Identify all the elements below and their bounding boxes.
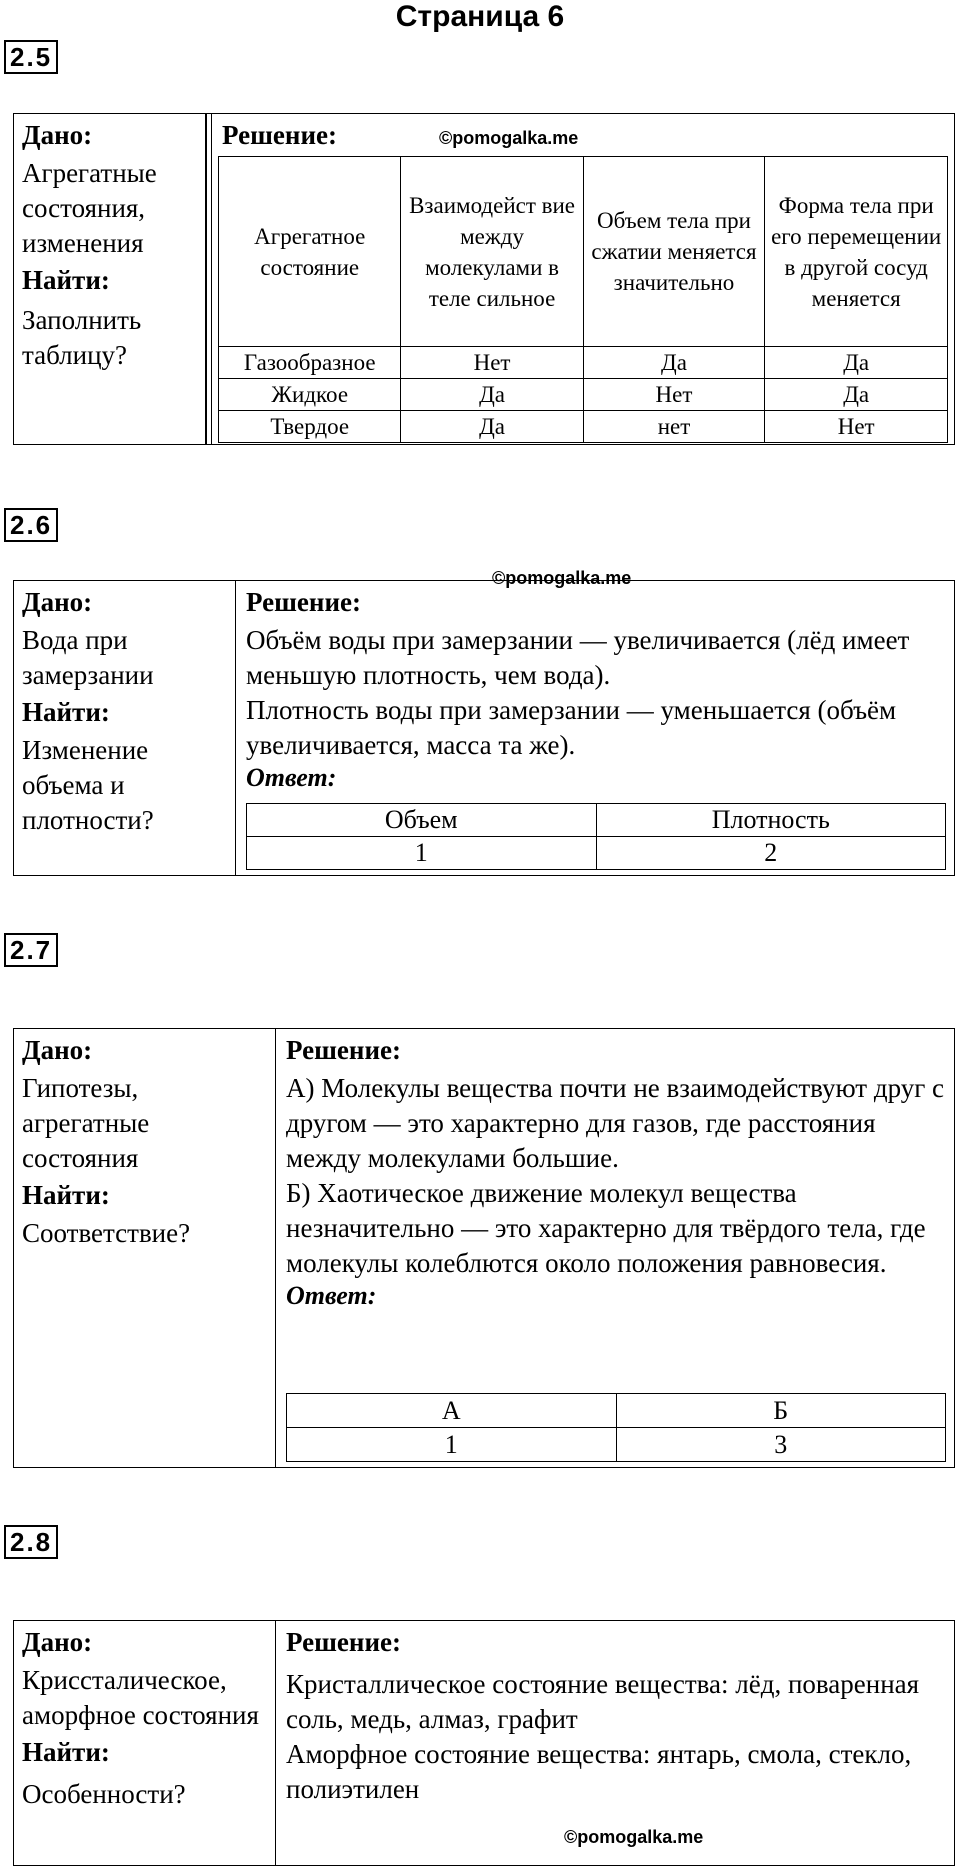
task-2-6-box [13,580,955,876]
header-cell: Агрегатное состояние [219,157,401,347]
answer-label: Ответ: [286,1281,377,1310]
task-number-2-7: 2.7 [4,933,58,967]
solution-label: Решение: [246,587,361,617]
watermark: ©pomogalka.me [564,1827,704,1847]
find-text: Соответствие? [22,1218,191,1248]
state-cell: Газообразное [219,347,401,379]
given-text: Агрегатные состояния, изменения [22,158,157,258]
task-2-7-box [13,1028,955,1468]
answer-label: Ответ: [246,763,337,792]
find-text: Изменение объема и плотности? [22,735,154,835]
state-cell: Твердое [219,411,401,443]
answer-value-cell: 2 [596,837,946,870]
table-cell: Да [401,411,583,443]
solution-paragraph: Б) Хаотическое движение молекул вещества незначительно — это характерно для твёрдого тела, где молекулы колеблются около положения равновесия. [286,1178,926,1278]
table-cell: Нет [401,347,583,379]
answer-value-row [247,837,946,870]
table-row [219,411,948,443]
find-text: Особенности? [22,1779,186,1809]
solution-paragraph: Кристаллическое состояние вещества: лёд, поваренная соль, медь, алмаз, графит [286,1669,920,1734]
find-text: Заполнить таблицу? [22,305,142,370]
table-header-row [219,157,948,347]
answer-header-row [247,804,946,837]
table-row [219,379,948,411]
given-label: Дано: [22,1035,93,1065]
answer-value-row [287,1428,946,1462]
answer-header-row [287,1394,946,1428]
answer-header-cell: Плотность [596,804,946,837]
header-cell: Взаимодейст вие между молекулами в теле сильное [401,157,583,347]
solution-label: Решение: [222,120,337,150]
table-cell: Нет [765,411,948,443]
given-label: Дано: [22,587,93,617]
find-label: Найти: [22,1180,110,1210]
table-cell: нет [583,411,765,443]
given-text: Гипотезы, агрегатные состояния [22,1073,150,1173]
given-label: Дано: [22,120,93,150]
answer-header-cell: Объем [247,804,597,837]
answer-value-cell: 1 [247,837,597,870]
watermark: ©pomogalka.me [439,128,579,148]
given-text: Криссталическое, аморфное состояния [22,1665,259,1730]
solution-paragraph: А) Молекулы вещества почти не взаимодействуют друг с другом — это характерно для газов, где расстояния между молекулами большие. [286,1073,945,1173]
states-table [218,156,948,443]
task-number-2-6: 2.6 [4,508,58,542]
header-cell: Форма тела при его перемещении в другой сосуд меняется [765,157,948,347]
answer-header-cell: Б [616,1394,946,1428]
table-cell: Нет [583,379,765,411]
given-column [14,1029,276,1467]
given-column [14,1621,276,1865]
column-divider [206,114,212,444]
given-column [14,581,236,875]
given-column [14,114,206,444]
solution-paragraph: Плотность воды при замерзании — уменьшается (объём увеличивается, масса та же). [246,695,897,760]
solution-label: Решение: [286,1035,401,1065]
table-cell: Да [765,379,948,411]
watermark: ©pomogalka.me [492,568,632,588]
find-label: Найти: [22,697,110,727]
solution-paragraph: Объём воды при замерзании — увеличивается (лёд имеет меньшую плотность, чем вода). [246,625,910,690]
find-label: Найти: [22,1737,110,1767]
answer-table [286,1393,946,1462]
answer-value-cell: 1 [287,1428,617,1462]
answer-value-cell: 3 [616,1428,946,1462]
task-number-2-5: 2.5 [4,40,58,74]
solution-paragraph: Аморфное состояние вещества: янтарь, смола, стекло, полиэтилен [286,1739,912,1804]
task-number-2-8: 2.8 [4,1525,58,1559]
task-2-8-box [13,1620,955,1866]
answer-header-cell: А [287,1394,617,1428]
table-cell: Да [401,379,583,411]
find-label: Найти: [22,265,110,295]
answer-table [246,803,946,870]
task-2-5-box [13,113,955,445]
table-cell: Да [583,347,765,379]
state-cell: Жидкое [219,379,401,411]
table-row [219,347,948,379]
table-cell: Да [765,347,948,379]
header-cell: Объем тела при сжатии меняется значительно [583,157,765,347]
given-label: Дано: [22,1627,93,1657]
solution-label: Решение: [286,1627,401,1657]
page-title: Страница 6 [395,0,565,33]
given-text: Вода при замерзании [22,625,154,690]
